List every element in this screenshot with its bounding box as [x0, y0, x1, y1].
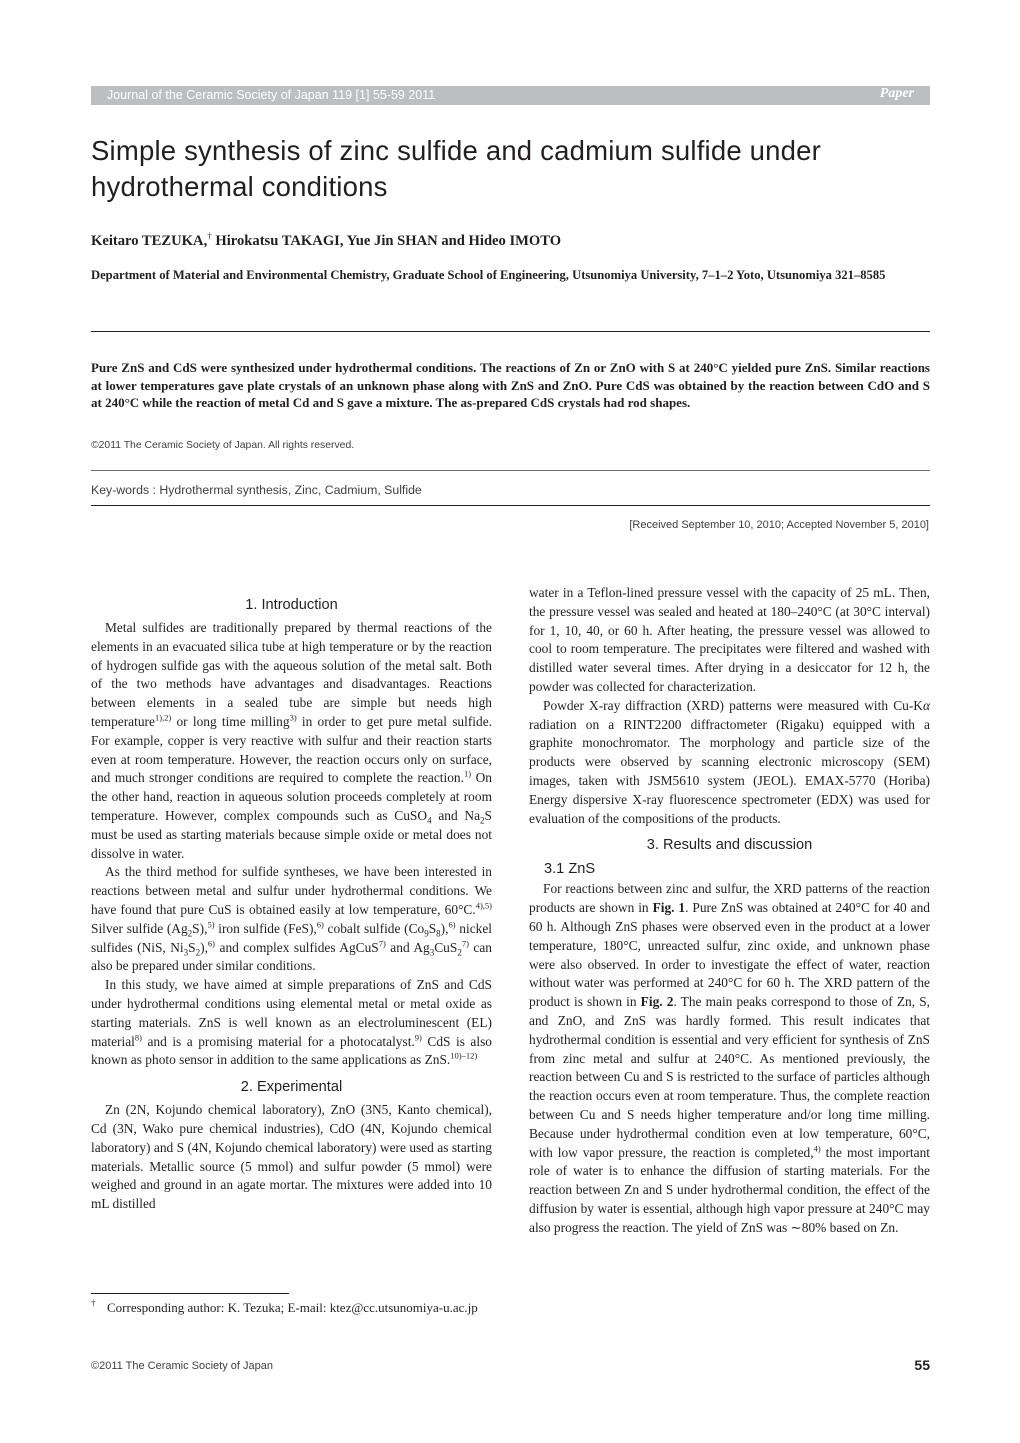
- keywords-top-divider: [91, 470, 930, 471]
- figure-1-reference[interactable]: Fig. 1: [652, 900, 686, 916]
- other-authors: Hirokatsu TAKAGI, Yue Jin SHAN and Hideo IMOTO: [211, 232, 562, 249]
- left-column: [91, 588, 492, 1214]
- footnote-divider: [91, 1293, 289, 1294]
- section-heading-introduction: 1. Introduction: [245, 597, 338, 613]
- first-author: Keitaro TEZUKA,: [91, 232, 208, 249]
- keywords: Key-words : Hydrothermal synthesis, Zinc, Cadmium, Sulfide: [91, 483, 422, 497]
- footer-copyright: ©2011 The Ceramic Society of Japan: [91, 1360, 273, 1372]
- intro-paragraph-2: As the third method for sulfide syntheses, we have been interested in reactions between metal and sulfur under hydrothermal conditions. We have found that pure CuS is obtained easily at low temperature, 60°C.$^{4),5)}$ Silver sulfide $(Ag_2S),^{5)}$ iron sulfide (FeS),$^{6)}$ cobalt sulfide $(Co_9S_8),^{6)}$ nickel sulfides (NiS, $Ni_3S_2),^{6)}$ and complex sulfides AgCuS$^{7)}$ and $Ag_3CuS_2^{7)}$ can also be prepared under similar conditions.: [91, 864, 492, 974]
- corresponding-author-mark: †: [207, 231, 212, 241]
- keywords-bottom-divider: [91, 505, 930, 506]
- abstract-copyright: ©2011 The Ceramic Society of Japan. All rights reserved.: [91, 440, 355, 451]
- affiliation: Department of Material and Environmental Chemistry, Graduate School of Engineering, Utsunomiya University, 7–1–2 Yoto, Utsunomiya 321–8585: [91, 268, 886, 282]
- footnote-text: Corresponding author: K. Tezuka; E-mail: ktez@cc.utsunomiya-u.ac.jp: [107, 1300, 478, 1315]
- intro-paragraph-3: In this study, we have aimed at simple preparations of ZnS and CdS under hydrothermal conditions using elemental metal or metal oxide as starting materials. ZnS is well known as an electroluminescent (EL) material$^{8)}$ and is a promising material for a photocatalyst.$^{9)}$ CdS is also known as photo sensor in addition to the same applications as ZnS.$^{10)-12)}$: [91, 977, 492, 1068]
- section-heading-experimental: 2. Experimental: [240, 1079, 343, 1096]
- experimental-paragraph-1-continued: water in a Teflon-lined pressure vessel with the capacity of 25 mL. Then, the pressure vessel was sealed and heated at 180–240°C (at 30°C interval) for 1, 10, 40, or 60 h. After heating, the pressure vessel was allowed to cool to room temperature. The precipitates were filtered and washed with distilled water several times. After drying in a desiccator for 12 h, the powder was collected for characterization.: [529, 585, 930, 694]
- abstract: Pure ZnS and CdS were synthesized under hydrothermal conditions. The reactions of Zn or ZnO with S at 240°C yielded pure ZnS. Similar reactions at lower temperatures gave plate crystals of an unknown phase along with ZnS and ZnO. Pure CdS was obtained by the reaction between CdO and S at 240°C while the reaction of metal Cd and S gave a mixture. The as-prepared CdS crystals had rod shapes.: [91, 360, 930, 411]
- corresponding-author-footnote: [91, 1298, 492, 1317]
- subsection-heading-zns: 3.1 ZnS: [544, 861, 596, 878]
- article-type-label: Paper: [879, 86, 914, 101]
- author-list: [91, 231, 561, 250]
- experimental-paragraph-2: Powder X-ray diffraction (XRD) patterns were measured with Cu-Kα radiation on a RINT2200 diffractometer (Rigaku) equipped with a graphite monochromator. The morphology and particle size of the products were observed by scanning electronic microscopy (SEM) images, taken with JSM5610 system (JEOL). EMAX-5770 (Horiba) Energy dispersive X-ray fluorescence spectrometer (EDX) was used for evaluation of the compositions of the products.: [529, 697, 930, 826]
- right-column: [529, 584, 930, 1238]
- intro-paragraph-1: Metal sulfides are traditionally prepared by thermal reactions of the elements in an evacuated silica tube at high temperature or by the reaction of hydrogen sulfide gas with the aqueous solution of the metal salt. Both of the two methods have advantages and disadvantages. Reactions between elements in a sealed tube are simple but needs high temperature$^{1),2)}$ or long time milling$^{3)}$ in order to get pure metal sulfide. For example, copper is very reactive with sulfur and their reaction starts even at room temperature. However, the reaction occurs only on surface, and much stronger conditions are required to complete the reaction.$^{1)}$ On the other hand, reaction in aqueous solution proceeds completely at room temperature. However, complex compounds such as CuSO$_4$ and $Na_2S$ must be used as starting materials because simple oxide or metal does not dissolve in water.: [91, 620, 492, 861]
- paper-title: Simple synthesis of zinc sulfide and cadmium sulfide under hydrothermal conditions: [91, 135, 822, 202]
- figure-2-reference[interactable]: Fig. 2: [640, 994, 674, 1010]
- received-dates: [Received September 10, 2010; Accepted November 5, 2010]: [629, 519, 929, 531]
- experimental-paragraph-1: Zn (2N, Kojundo chemical laboratory), ZnO (3N5, Kanto chemical), Cd (3N, Wako pure chemical industries), CdO (4N, Kojundo chemical laboratory) and S (4N, Kojundo chemical laboratory) were used as starting materials. Metallic source (5 mmol) and sulfur powder (5 mmol) were weighed and ground in an agate mortar. The mixtures were added into 10 mL distilled: [91, 1102, 492, 1212]
- journal-citation: Journal of the Ceramic Society of Japan 119 [1] 55-59 2011: [107, 88, 436, 102]
- results-paragraph-1: For reactions between zinc and sulfur, the XRD patterns of the reaction products are shown in Fig. 1. Pure ZnS was obtained at 240°C for 40 and 60 h. Although ZnS phases were observed even in the product at a lower temperature, 180°C, unreacted sulfur, zinc oxide, and unknown phase were also observed. In order to investigate the effect of water, reaction without water was performed at 240°C for 60 h. The XRD pattern of the product is shown in Fig. 2. The main peaks correspond to those of Zn, S, and ZnO, and ZnS was hardly formed. This result indicates that hydrothermal condition is essential and very efficient for synthesis of ZnS from zinc metal and sulfur at 240°C. As mentioned previously, the reaction between Cu and S is restricted to the surface of particles although the reaction occurs even at room temperature. Thus, the complete reaction between Cu and S needs higher temperature and/or long time milling. Because under hydrothermal condition even at low temperature, 60°C, with low vapor pressure, the reaction is completed,$^{4)}$ the most important role of water is to enhance the diffusion of starting materials. For the reaction between Zn and S under hydrothermal condition, the effect of the diffusion by water is essential, although high vapor pressure at 240°C may also progress the reaction. The yield of ZnS was ∼80% based on Zn.: [529, 881, 931, 1235]
- section-heading-results: 3. Results and discussion: [646, 837, 813, 854]
- title-divider: [91, 331, 930, 332]
- footnote-mark: †: [91, 1298, 96, 1308]
- page-number: 55: [914, 1357, 930, 1373]
